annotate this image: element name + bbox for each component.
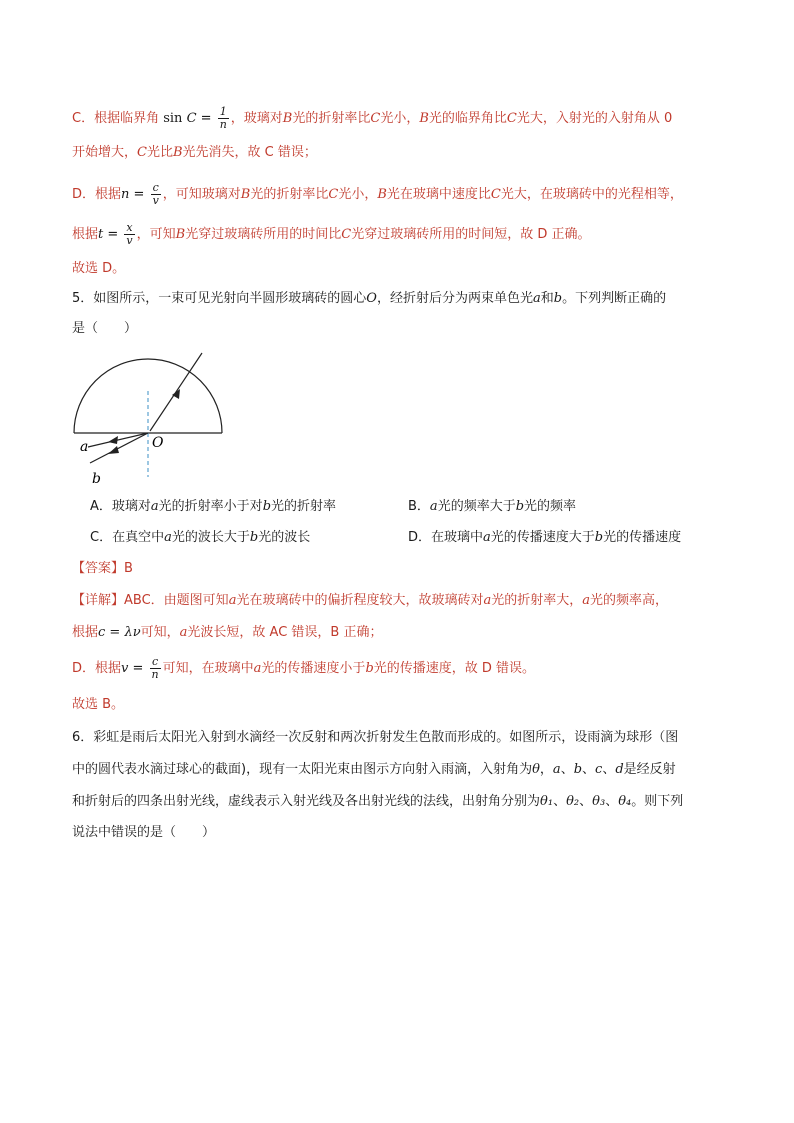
detail-tag: 【详解】 — [72, 593, 125, 608]
sep: 、 — [602, 762, 616, 777]
text: 和 — [540, 291, 554, 306]
text: C．在真空中 — [90, 530, 165, 545]
text: C．根据临界角 — [72, 111, 160, 126]
var-a: a — [164, 530, 172, 545]
var-t: t — [98, 227, 104, 242]
question-6-line2 — [72, 761, 676, 779]
question-5-line1 — [72, 290, 666, 308]
fraction-1-over-n — [218, 106, 229, 131]
text: 光大，入射光的入射角从 0 — [516, 111, 673, 126]
var-B: B — [172, 145, 183, 160]
ray-a-arrow-icon — [108, 436, 118, 444]
equals: = — [128, 661, 148, 676]
text: 根据 — [72, 625, 99, 640]
text: 光在玻璃砖中的偏折程度较大，故玻璃砖对 — [236, 593, 484, 608]
text: 光小， — [338, 187, 378, 202]
text: 可知， — [140, 625, 180, 640]
var-C: C — [506, 111, 517, 126]
var-C: C — [370, 111, 381, 126]
var-C: C — [341, 227, 352, 242]
text: 光的折射率 — [271, 499, 337, 514]
text: 和折射后的四条出射光线，虚线表示入射光线及各出射光线的法线，出射角分别为 — [72, 794, 541, 809]
var-C: C — [490, 187, 501, 202]
var-v: v — [121, 661, 129, 676]
text: 光的频率 — [524, 499, 577, 514]
text: ABC．由题图可知 — [124, 593, 229, 608]
text: 可知，在玻璃中 — [162, 661, 254, 676]
sep: 、 — [560, 762, 574, 777]
var-a: a — [552, 762, 561, 777]
var-a: a — [429, 499, 438, 514]
text: 光的传播速度，故 D 错误。 — [373, 661, 536, 676]
formula: c = λν — [98, 625, 141, 640]
numerator: x — [126, 221, 133, 234]
var-b: b — [515, 499, 525, 514]
var-b: b — [365, 661, 374, 676]
text: ，玻璃对 — [230, 111, 283, 126]
text: ， — [539, 762, 553, 777]
sep: 、 — [582, 762, 596, 777]
var-b: b — [594, 530, 604, 545]
fraction-x-over-v — [124, 222, 134, 247]
text: 光在玻璃中速度比 — [386, 187, 491, 202]
var-C: C — [186, 111, 197, 126]
var-theta4: θ₄ — [618, 794, 632, 809]
text: ，经折射后分为两束单色光 — [376, 291, 533, 306]
text: 开始增大， — [72, 145, 138, 160]
var-B: B — [175, 227, 186, 242]
var-O: O — [366, 291, 377, 306]
var-C: C — [328, 187, 339, 202]
var-a: a — [179, 625, 188, 640]
detail-line1 — [72, 592, 668, 610]
question-6-line4: 说法中错误的是（ ） — [72, 825, 216, 840]
var-d: d — [615, 762, 624, 777]
text: 5．如图所示，一束可见光射向半圆形玻璃砖的圆心 — [72, 291, 367, 306]
text: 光的折射率大， — [491, 593, 583, 608]
answer-line — [72, 560, 133, 578]
text: 光比 — [146, 145, 173, 160]
var-B: B — [419, 111, 429, 126]
text: D．根据 — [72, 661, 122, 676]
var-a: a — [228, 593, 237, 608]
text: D．根据 — [72, 187, 122, 202]
var-b: b — [573, 762, 583, 777]
text: 光的传播速度 — [603, 530, 682, 545]
label-O: O — [152, 435, 164, 451]
equals: = — [103, 227, 123, 242]
denominator: n — [151, 668, 159, 681]
conclusion-b: 故选 B。 — [72, 697, 125, 712]
text: 光穿过玻璃砖所用的时间短，故 D 正确。 — [351, 227, 591, 242]
text: 光的传播速度小于 — [261, 661, 366, 676]
text: A．玻璃对 — [90, 499, 151, 514]
numerator: c — [151, 182, 161, 195]
ray-b-arrow-icon — [108, 446, 119, 454]
sep: 、 — [579, 794, 593, 809]
fraction-c-over-n — [150, 656, 161, 681]
text: 光的频率高， — [590, 593, 669, 608]
var-theta: θ — [532, 762, 540, 777]
var-a: a — [483, 593, 492, 608]
var-B: B — [240, 187, 251, 202]
c-explanation-line1 — [72, 106, 672, 131]
detail-line2 — [72, 624, 382, 642]
question-6-line1: 6．彩虹是雨后太阳光入射到水滴经一次反射和两次折射发生色散而形成的。如图所示，设雨滴为球形（图 — [72, 730, 679, 745]
text: ，可知玻璃对 — [162, 187, 241, 202]
var-C: C — [137, 145, 147, 160]
equals: = — [129, 187, 149, 202]
text: 光小， — [380, 111, 420, 126]
text: 光的波长大于 — [171, 530, 250, 545]
text: 根据 — [72, 227, 99, 242]
d-explanation-line2 — [72, 222, 590, 247]
ray-b — [90, 433, 148, 463]
ray-a — [88, 433, 148, 447]
equals: = — [196, 111, 216, 126]
question-6-line3 — [72, 793, 683, 811]
var-b: b — [553, 291, 563, 306]
semicircle-glass-figure — [64, 345, 234, 490]
text: 光穿过玻璃砖所用的时间比 — [185, 227, 342, 242]
var-c: c — [595, 762, 603, 777]
text: 光波长短，故 AC 错误，B 正确； — [187, 625, 383, 640]
var-n: n — [121, 187, 130, 202]
text: 。下列判断正确的 — [562, 291, 667, 306]
var-B: B — [377, 187, 387, 202]
option-c[interactable] — [90, 529, 310, 547]
option-b[interactable] — [408, 498, 576, 516]
answer-tag: 【答案】 — [72, 561, 125, 576]
text: 光的传播速度大于 — [490, 530, 595, 545]
var-a: a — [532, 291, 541, 306]
option-d[interactable] — [408, 529, 681, 547]
text: 。则下列 — [631, 794, 684, 809]
var-theta1: θ₁ — [540, 794, 554, 809]
numerator: 1 — [218, 106, 229, 119]
question-5-line2: 是（ ） — [72, 321, 138, 336]
text: 中的圆代表水滴过球心的截面)，现有一太阳光束由图示方向射入雨滴，入射角为 — [72, 762, 533, 777]
c-explanation-line2 — [72, 144, 317, 162]
var-a: a — [483, 530, 491, 545]
text: 光大，在玻璃砖中的光程相等， — [500, 187, 683, 202]
text: 光的折射率比 — [292, 111, 371, 126]
denominator: n — [219, 118, 227, 131]
text: 是经反射 — [623, 762, 676, 777]
var-theta2: θ₂ — [566, 794, 580, 809]
text: D．在玻璃中 — [408, 530, 484, 545]
option-a[interactable] — [90, 498, 336, 516]
var-a: a — [150, 499, 159, 514]
text: 光先消失，故 C 错误； — [182, 145, 317, 160]
text: ，可知 — [136, 227, 176, 242]
var-a: a — [582, 593, 591, 608]
text: B． — [408, 499, 430, 514]
sin: sin — [163, 111, 183, 126]
d-explanation-line1 — [72, 182, 683, 207]
denominator: v — [152, 194, 159, 207]
numerator: c — [150, 656, 161, 669]
text: 光的临界角比 — [428, 111, 507, 126]
sep: 、 — [553, 794, 567, 809]
text: 光的折射率比 — [250, 187, 329, 202]
incident-arrow-icon — [172, 389, 180, 399]
var-a: a — [253, 661, 262, 676]
detail-line3 — [72, 656, 535, 681]
text: 光的折射率小于对 — [158, 499, 263, 514]
text: 光的波长 — [258, 530, 311, 545]
var-B: B — [282, 111, 293, 126]
text: 光的频率大于 — [437, 499, 516, 514]
sep: 、 — [605, 794, 619, 809]
var-theta3: θ₃ — [592, 794, 606, 809]
label-b: b — [92, 471, 101, 487]
conclusion-d: 故选 D。 — [72, 261, 126, 276]
answer-value: B — [124, 561, 133, 576]
label-a: a — [80, 439, 89, 455]
var-b: b — [249, 530, 259, 545]
fraction-c-over-v — [151, 182, 161, 207]
denominator: v — [126, 234, 133, 247]
var-b: b — [262, 499, 272, 514]
